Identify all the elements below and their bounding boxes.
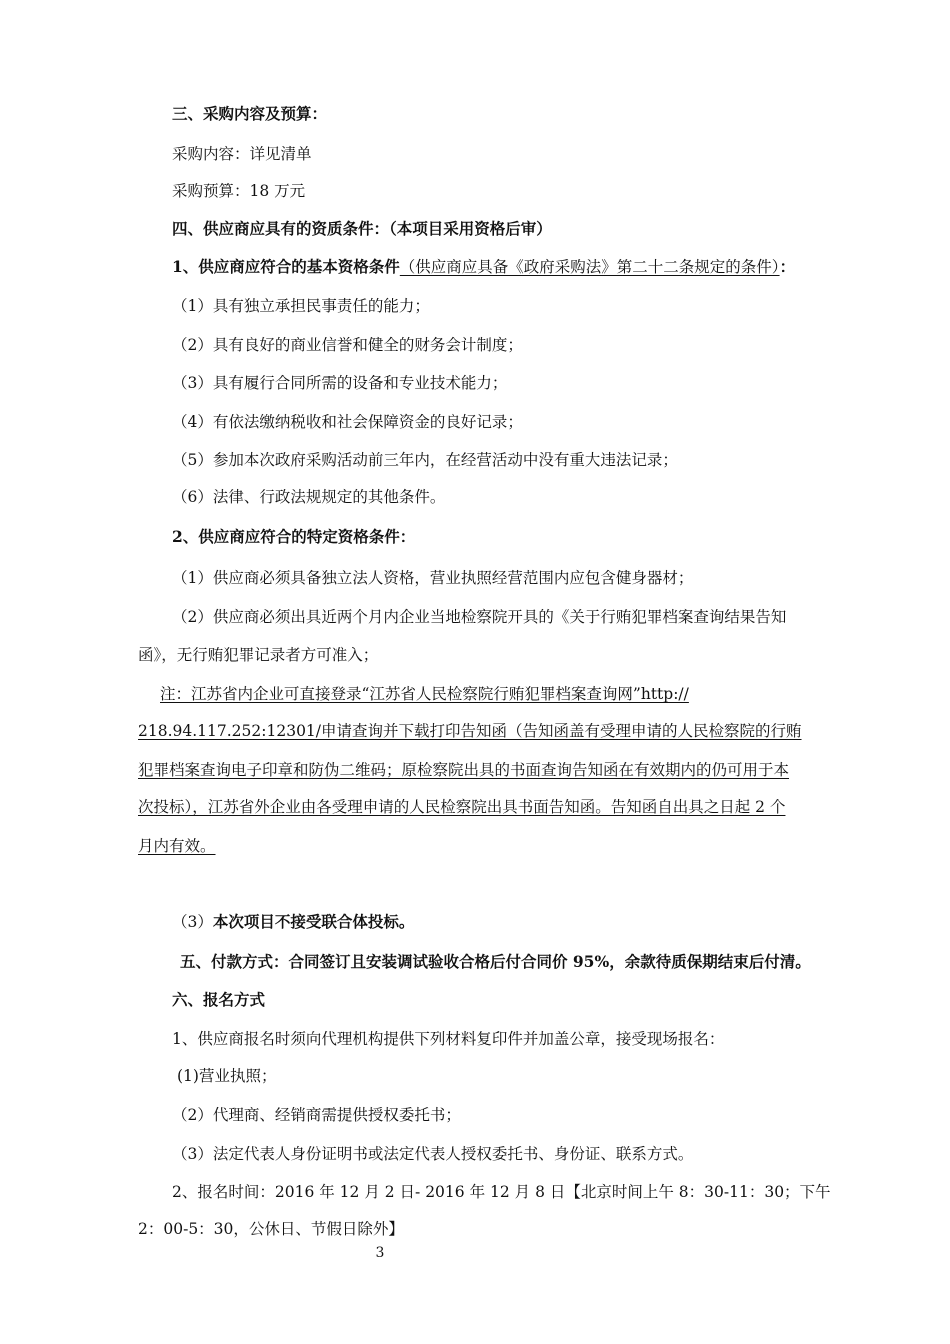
basic-item: （5）参加本次政府采购活动前三年内，在经营活动中没有重大违法记录；	[172, 451, 678, 469]
procurement-content: 采购内容：详见清单	[172, 145, 312, 163]
registration-time-continued: 2：00-5：30，公休日、节假日除外】	[138, 1220, 404, 1238]
basic-item: （3）具有履行合同所需的设备和专业技术能力；	[172, 374, 508, 392]
specific-item-3	[172, 912, 414, 932]
note-line: 218.94.117.252:12301/申请查询并下载打印告知函（告知函盖有受理申请的人民检察院的行贿	[138, 722, 802, 740]
basic-item: （4）有依法缴纳税收和社会保障资金的良好记录；	[172, 413, 523, 431]
registration-sub-item: （3）法定代表人身份证明书或法定代表人授权委托书、身份证、联系方式。	[172, 1145, 694, 1163]
specific-item-2-continued: 函》，无行贿犯罪记录者方可准入；	[138, 646, 379, 664]
basic-heading-reference: （供应商应具备《政府采购法》第二十二条规定的条件）	[399, 258, 780, 276]
basic-item: （1）具有独立承担民事责任的能力；	[172, 297, 430, 315]
page-number: 3	[375, 1245, 385, 1261]
procurement-budget: 采购预算：18 万元	[172, 182, 306, 200]
section3-heading: 三、采购内容及预算：	[172, 104, 328, 123]
section4-heading: 四、供应商应具有的资质条件：（本项目采用资格后审）	[172, 219, 552, 238]
registration-sub-item: (1)营业执照；	[177, 1067, 277, 1085]
specific-item-2: （2）供应商必须出具近两个月内企业当地检察院开具的《关于行贿犯罪档案查询结果告知	[172, 608, 787, 626]
note-line: 注：江苏省内企业可直接登录“江苏省人民检察院行贿犯罪档案查询网”http://	[160, 685, 689, 703]
basic-heading-text: 1、供应商应符合的基本资格条件	[172, 257, 400, 276]
basic-qualification-heading	[172, 257, 795, 277]
specific-item-1: （1）供应商必须具备独立法人资格，营业执照经营范围内应包含健身器材；	[172, 569, 694, 587]
registration-item-1: 1、供应商报名时须向代理机构提供下列材料复印件并加盖公章，接受现场报名：	[172, 1030, 725, 1048]
specific-qualification-heading: 2、供应商应符合的特定资格条件：	[172, 527, 416, 546]
item3-text: 本次项目不接受联合体投标。	[212, 912, 415, 931]
section6-heading: 六、报名方式	[172, 990, 266, 1009]
basic-heading-colon: ：	[779, 257, 796, 276]
basic-item: （6）法律、行政法规规定的其他条件。	[172, 488, 446, 506]
registration-sub-item: （2）代理商、经销商需提供授权委托书；	[172, 1106, 461, 1124]
item3-prefix: （3）	[172, 913, 213, 931]
registration-time: 2、报名时间：2016 年 12 月 2 日- 2016 年 12 月 8 日【北京时间上午 8：30-11：30；下午	[172, 1183, 831, 1201]
basic-item: （2）具有良好的商业信誉和健全的财务会计制度；	[172, 336, 523, 354]
note-line: 犯罪档案查询电子印章和防伪二维码；原检察院出具的书面查询告知函在有效期内的仍可用于本	[138, 761, 790, 779]
note-line: 月内有效。	[138, 837, 216, 855]
note-line: 次投标），江苏省外企业由各受理申请的人民检察院出具书面告知函。告知函自出具之日起 2 个	[138, 798, 786, 816]
section5-payment: 五、付款方式：合同签订且安装调试验收合格后付合同价 95%，余款待质保期结束后付清。	[180, 952, 811, 971]
